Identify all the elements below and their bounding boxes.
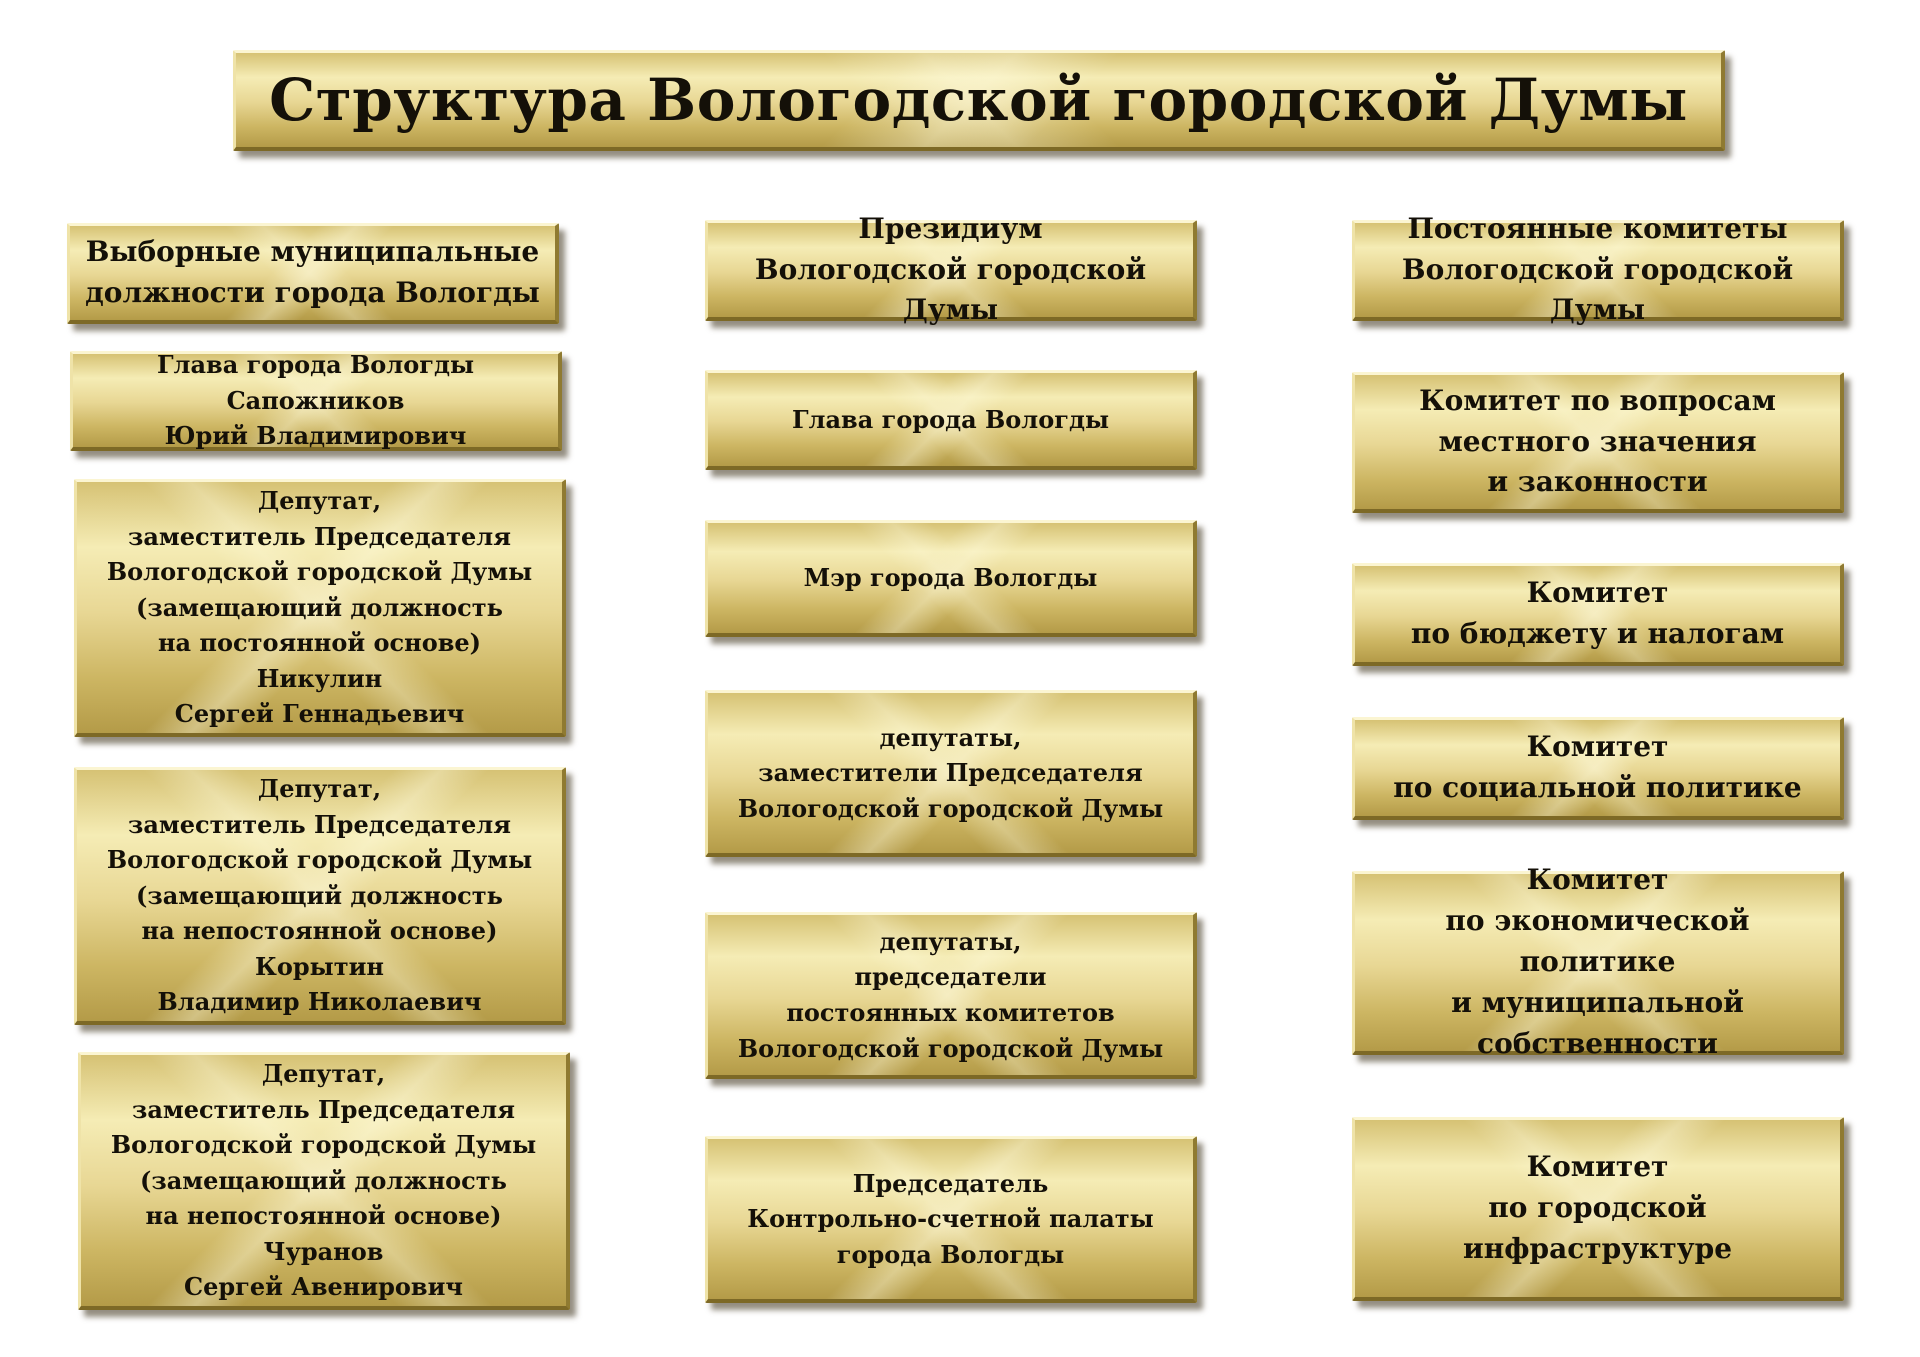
committee-local-affairs: Комитет по вопросам местного значения и законности [1352,372,1844,513]
committee-social-policy: Комитет по социальной политике [1352,717,1844,820]
middle-item-audit-chamber-chair: Председатель Контрольно-счетной палаты города Вологды [705,1136,1197,1303]
middle-item-mayor: Мэр города Вологды [705,520,1197,637]
middle-item-deputy-chairs: депутаты, заместители Председателя Вологодской городской Думы [705,690,1197,857]
committee-budget: Комитет по бюджету и налогам [1352,563,1844,666]
left-item-deputy-churanov: Депутат, заместитель Председателя Вологодской городской Думы (замещающий должность на непостоянной основе) Чуранов Сергей Авенирович [78,1052,570,1310]
left-column-header: Выборные муниципальные должности города Вологды [67,223,559,324]
right-column-header: Постоянные комитеты Вологодской городской Думы [1352,220,1844,321]
committee-infrastructure: Комитет по городской инфраструктуре [1352,1117,1844,1301]
middle-item-committee-chairs: депутаты, председатели постоянных комитетов Вологодской городской Думы [705,912,1197,1079]
left-item-deputy-nikulin: Депутат, заместитель Председателя Вологодской городской Думы (замещающий должность на постоянной основе) Никулин Сергей Геннадьевич [74,479,566,737]
committee-economic-policy: Комитет по экономической политике и муниципальной собственности [1352,871,1844,1055]
left-item-head-of-city: Глава города Вологды Сапожников Юрий Владимирович [70,351,562,451]
left-item-deputy-korytin: Депутат, заместитель Председателя Вологодской городской Думы (замещающий должность на непостоянной основе) Корытин Владимир Николаевич [74,767,566,1025]
middle-column-header: Президиум Вологодской городской Думы [705,220,1197,321]
page-title: Структура Вологодской городской Думы [233,50,1725,151]
middle-item-head-of-city: Глава города Вологды [705,370,1197,470]
